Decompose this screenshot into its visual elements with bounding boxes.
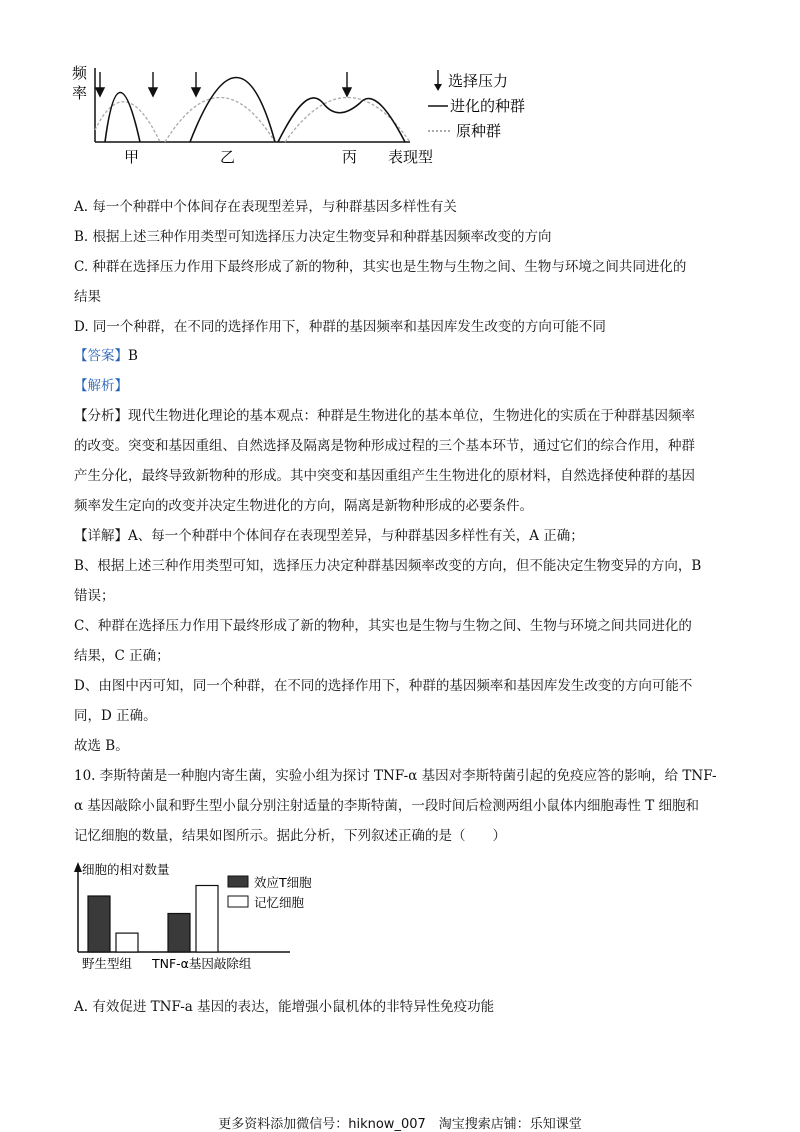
legend-memory-cell: 记忆细胞: [254, 895, 305, 910]
x-axis-title: 表现型: [388, 148, 434, 166]
evolved-curve-jia: [105, 93, 140, 143]
q9-option-b: B. 根据上述三种作用类型可知选择压力决定生物变异和种群基因频率改变的方向: [74, 229, 552, 245]
detail-line-4: C、种群在选择压力作用下最终形成了新的物种，其实也是生物与生物之间、生物与环境之间共同进化的: [74, 618, 692, 634]
bar-effector-1: [168, 914, 190, 953]
q9-option-a: A. 每一个种群中个体间存在表现型差异，与种群基因多样性有关: [74, 199, 457, 215]
detail-line-3: 错误；: [74, 588, 115, 604]
q9-option-c-cont: 结果: [74, 289, 101, 305]
q10-line-1: 10. 李斯特菌是一种胞内寄生菌，实验小组为探讨 TNF-α 基因对李斯特菌引起的免疫应答的影响，给 TNF-: [74, 768, 717, 784]
answer-tag: 【答案】: [74, 348, 128, 364]
legend-original-population: 原种群: [456, 122, 502, 140]
detail-line-6: D、由图中丙可知，同一个种群，在不同的选择作用下，种群的基因频率和基因库发生改变的方向可能不: [74, 678, 693, 694]
q10-line-3: 记忆细胞的数量，结果如图所示。据此分析，下列叙述正确的是（ ）: [74, 828, 506, 844]
detail-head: 【详解】: [74, 528, 128, 544]
detail-line-1: 【详解】A、每一个种群中个体间存在表现型差异，与种群基因多样性有关，A 正确；: [74, 528, 584, 544]
q9-option-d: D. 同一个种群，在不同的选择作用下，种群的基因频率和基因库发生改变的方向可能不同: [74, 319, 606, 335]
bar-memory-1: [196, 886, 218, 953]
y-label-2: 率: [72, 84, 88, 102]
bar-legend: [228, 875, 312, 910]
evolved-curve-bing: [278, 98, 405, 142]
analysis-line-3: 产生分化，最终导致新物种的形成。其中突变和基因重组产生生物进化的原材料，自然选择使种群的基因: [74, 468, 695, 484]
figure1-legend: [428, 70, 525, 140]
selection-figure: [70, 58, 550, 170]
x-label-bing: 丙: [342, 148, 358, 166]
legend-evolved-population: 进化的种群: [450, 97, 526, 115]
detail-line-7: 同，D 正确。: [74, 708, 157, 724]
analysis-line-1: 【分析】现代生物进化理论的基本观点：种群是生物进化的基本单位，生物进化的实质在于种群基因频率: [74, 408, 695, 424]
category-label-wild: 野生型组: [82, 956, 133, 971]
original-curve-yi: [165, 98, 275, 143]
x-label-yi: 乙: [220, 148, 236, 166]
detail-line-5: 结果，C 正确；: [74, 648, 170, 664]
y-label-1: 频: [72, 64, 88, 82]
legend-swatch-effector: [228, 876, 248, 887]
bar-effector-0: [88, 896, 110, 952]
q9-option-c: C. 种群在选择压力作用下最终形成了新的物种，其实也是生物与生物之间、生物与环境之间共同进化的: [74, 259, 687, 275]
y-axis-arrow-icon: [74, 862, 82, 872]
original-curve-bing: [285, 98, 410, 143]
detail-line-2: B、根据上述三种作用类型可知，选择压力决定种群基因频率改变的方向，但不能决定生物变异的方向，B: [74, 558, 702, 574]
q10-option-a: A. 有效促进 TNF-a 基因的表达，能增强小鼠机体的非特异性免疫功能: [74, 999, 495, 1015]
cell-count-bar-chart: [70, 856, 330, 972]
q10-line-2: α 基因敲除小鼠和野生型小鼠分别注射适量的李斯特菌，一段时间后检测两组小鼠体内细胞毒性 T 细胞和: [74, 798, 699, 814]
original-curve-jia: [95, 102, 160, 142]
evolved-curve-yi: [190, 78, 275, 143]
analysis-line-2: 的改变。突变和基因重组、自然选择及隔离是物种形成过程的三个基本环节，通过它们的综合作用，种群: [74, 438, 695, 454]
answer-value: B: [128, 348, 138, 364]
x-label-jia: 甲: [124, 148, 140, 166]
category-label-knockout: TNF-α基因敲除组: [152, 956, 252, 971]
page-footer: 更多资料添加微信号：hiknow_007 淘宝搜索店铺：乐知课堂: [218, 1117, 582, 1132]
legend-swatch-memory: [228, 896, 248, 907]
y-axis-label: 细胞的相对数量: [82, 862, 170, 877]
bar-memory-0: [116, 933, 138, 952]
bars: [88, 886, 218, 953]
legend-selection-pressure: 选择压力: [448, 72, 509, 90]
analysis-line-4: 频率发生定向的改变并决定生物进化的方向，隔离是新物种形成的必要条件。: [74, 498, 533, 514]
detail-line-8: 故选 B。: [74, 738, 129, 754]
answer-line: [74, 346, 138, 366]
analysis-tag: 【解析】: [74, 378, 128, 394]
analysis-head: 【分析】: [74, 408, 128, 424]
legend-effector-t: 效应T细胞: [254, 875, 312, 890]
